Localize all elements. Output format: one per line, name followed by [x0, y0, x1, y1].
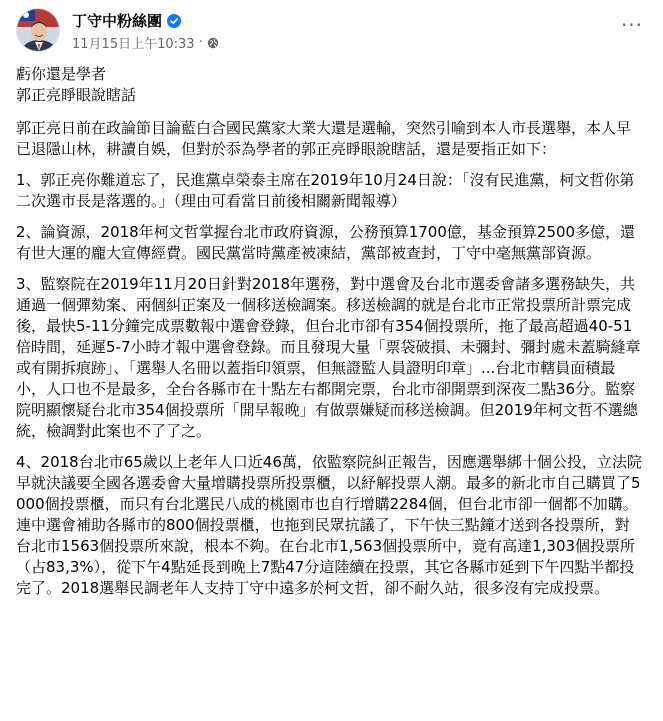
avatar[interactable] — [16, 8, 60, 52]
post-title-block — [16, 64, 644, 106]
post-header — [16, 8, 647, 52]
post-title-line: 虧你還是學者 — [16, 65, 107, 83]
post-meta — [72, 33, 219, 52]
post-paragraph-point-1: 1、郭正亮你難道忘了，民進黨卓榮泰主席在2019年10月24日說：「沒有民進黨，柯文哲你第二次選市長是落選的。」（理由可看當日前後相關新聞報導） — [16, 171, 635, 210]
avatar-portrait-icon — [17, 9, 60, 52]
verified-badge-icon — [167, 14, 181, 28]
post-paragraph-point-3: 3、監察院在2019年11月20日針對2018年選務，對中選會及台北市選委會諸多選務缺失，共通過一個彈劾案、兩個糾正案及一個移送檢調案。移送檢調的就是台北市正常投票所計票完成後，最快5-11分鐘完成票數報中選會登錄，但台北市卻有354個投票所，拖了最高超過40-51倍時間，延遲5-7小時才報中選會登錄。而且發現大量「票袋破損、未彌封、彌封處未蓋騎縫章或有開拆痕跡」、「選舉人名冊以蓋指印領票，但無證監人員證明印章」...台北市轄員面積最小，人口也不是最多，全台各縣市在十點左右都開完票，台北市卻開票到深夜二點36分。監察院明顯懷疑台北市354個投票所「開早報晚」有做票嫌疑而移送檢調。但2019年柯文哲不選總統，檢調對此案也不了了之。 — [16, 275, 641, 440]
post-paragraph-intro: 郭正亮日前在政論節目論藍白合國民黨家大業大還是選輸，突然引喻到本人市長選舉，本人早已退隱山林，耕讀自娛，但對於忝為學者的郭正亮睜眼說瞎話，還是要指正如下： — [16, 119, 632, 158]
page-name-link[interactable]: 丁守中粉絲團 — [72, 12, 163, 30]
post-paragraph-point-4: 4、2018台北市65歲以上老年人口近46萬，依監察院糾正報告，因應選舉綁十個公投，立法院早就決議要全國各選委會大量增購投票所投票櫃，以紓解投票人潮。最多的新北市自己購買了5000個投票櫃，而只有台北選民八成的桃園市也自行增購2284個，但台北市卻一個都不加購。連中選會補助各縣市的800個投票櫃，也拖到民眾抗議了，下午快三點鐘才送到各投票所，對台北市1563個投票所來說，根本不夠。在台北市1,563個投票所中，竟有高達1,303個投票所（占83,3%），從下午4點延長到晚上7點47分這陸續在投票，其它各縣市延到下午四點半都投完了。2018選舉民調老年人支持丁守中遠多於柯文哲，卻不耐久站，很多沒有完成投票。 — [16, 453, 642, 597]
page-name-row — [72, 10, 181, 31]
post-title-line: 郭正亮睜眼說瞎話 — [16, 86, 137, 104]
meta-separator: · — [198, 35, 203, 50]
globe-icon — [207, 37, 219, 49]
post-timestamp-link[interactable]: 11月15日上午10:33 — [72, 37, 195, 52]
post-body — [16, 64, 644, 609]
post-paragraph-point-2: 2、論資源，2018年柯文哲掌握台北市政府資源，公務預算1700億，基金預算2500多億，還有世大運的龐大宣傳經費。國民黨當時黨產被凍結，黨部被查封，丁守中毫無黨部資源。 — [16, 223, 636, 262]
more-options-button[interactable]: ··· — [620, 13, 644, 37]
